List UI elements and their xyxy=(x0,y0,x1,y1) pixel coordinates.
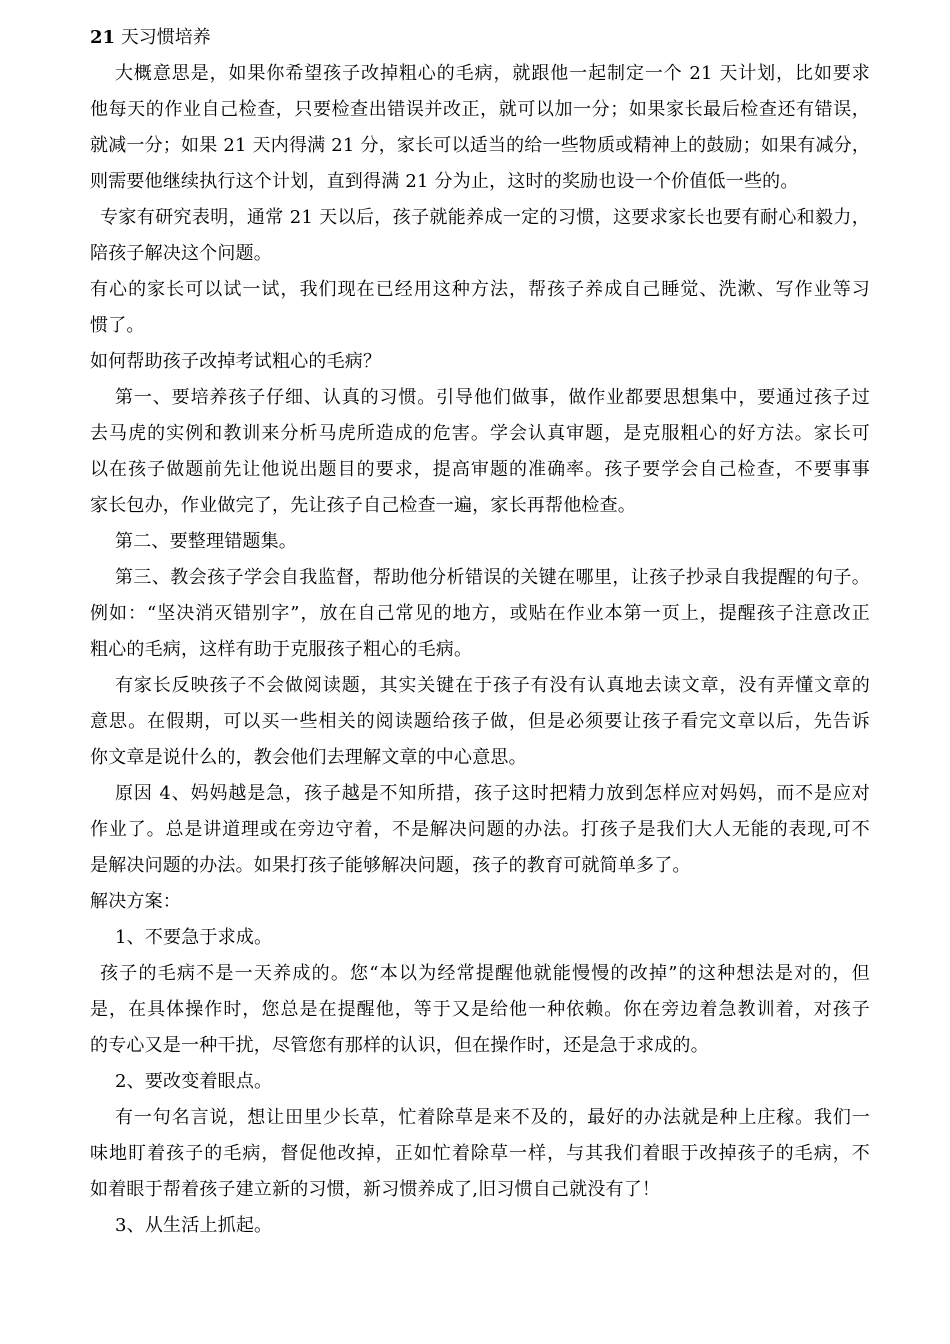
text-line: 有一句名言说，想让田里少长草，忙着除草是来不及的，最好的办法就是种上庄稼。我们一 xyxy=(115,1107,870,1128)
text-line: 1、不要急于求成。 xyxy=(115,927,273,948)
text-line: 孩子的毛病不是一天养成的。您“本以为经常提醒他就能慢慢的改掉”的这种想法是对的，但 xyxy=(100,963,870,984)
text-line: 大概意思是，如果你希望孩子改掉粗心的毛病，就跟他一起制定一个 21 天计划，比如要求 xyxy=(115,63,870,84)
document-title xyxy=(90,20,870,56)
title-text: 天习惯培养 xyxy=(115,27,211,48)
text-line: 3、从生活上抓起。 xyxy=(115,1215,273,1236)
text-line: 如着眼于帮着孩子建立新的习惯，新习惯养成了,旧习惯自己就没有了！ xyxy=(90,1179,661,1200)
document-body xyxy=(90,56,870,1244)
text-line: 家长包办，作业做完了，先让孩子自己检查一遍，家长再帮他检查。 xyxy=(90,495,636,516)
text-line: 惯了。 xyxy=(90,315,145,336)
text-line: 第三、教会孩子学会自我监督，帮助他分析错误的关键在哪里，让孩子抄录自我提醒的句子。 xyxy=(115,567,870,588)
text-line: 则需要他继续执行这个计划，直到得满 21 分为止，这时的奖励也设一个价值低一些的。 xyxy=(90,171,799,192)
text-line: 例如：“坚决消灭错别字”，放在自己常见的地方，或贴在作业本第一页上，提醒孩子注意改正 xyxy=(90,603,870,624)
text-line: 如何帮助孩子改掉考试粗心的毛病？ xyxy=(90,351,382,372)
text-line: 是解决问题的办法。如果打孩子能够解决问题，孩子的教育可就简单多了。 xyxy=(90,855,691,876)
document-page xyxy=(90,20,870,1244)
text-line: 第一、要培养孩子仔细、认真的习惯。引导他们做事，做作业都要思想集中，要通过孩子过 xyxy=(115,387,870,408)
title-number: 21 xyxy=(90,27,116,48)
text-line: 粗心的毛病，这样有助于克服孩子粗心的毛病。 xyxy=(90,639,473,660)
text-line: 专家有研究表明，通常 21 天以后，孩子就能养成一定的习惯，这要求家长也要有耐心和毅力， xyxy=(100,207,870,228)
text-line: 有心的家长可以试一试，我们现在已经用这种方法，帮孩子养成自己睡觉、洗漱、写作业等习 xyxy=(90,279,870,300)
text-line: 第二、要整理错题集。 xyxy=(115,531,297,552)
text-line: 以在孩子做题前先让他说出题目的要求，提高审题的准确率。孩子要学会自己检查，不要事事 xyxy=(90,459,870,480)
text-line: 的专心又是一种干扰，尽管您有那样的认识，但在操作时，还是急于求成的。 xyxy=(90,1035,709,1056)
text-line: 味地盯着孩子的毛病，督促他改掉，正如忙着除草一样，与其我们着眼于改掉孩子的毛病，不 xyxy=(90,1143,870,1164)
text-line: 意思。在假期，可以买一些相关的阅读题给孩子做，但是必须要让孩子看完文章以后，先告诉 xyxy=(90,711,870,732)
text-line: 2、要改变着眼点。 xyxy=(115,1071,273,1092)
text-line: 就减一分；如果 21 天内得满 21 分，家长可以适当的给一些物质或精神上的鼓励；如果有减分， xyxy=(90,135,871,156)
text-line: 作业了。总是讲道理或在旁边守着，不是解决问题的办法。打孩子是我们大人无能的表现,可不 xyxy=(90,819,870,840)
text-line: 是，在具体操作时，您总是在提醒他，等于又是给他一种依赖。你在旁边着急教训着，对孩子 xyxy=(90,999,870,1020)
text-line: 有家长反映孩子不会做阅读题，其实关键在于孩子有没有认真地去读文章，没有弄懂文章的 xyxy=(115,675,870,696)
text-line: 解决方案： xyxy=(90,891,181,912)
text-line: 你文章是说什么的，教会他们去理解文章的中心意思。 xyxy=(90,747,527,768)
text-line: 去马虎的实例和教训来分析马虎所造成的危害。学会认真审题，是克服粗心的好方法。家长可 xyxy=(90,423,870,444)
text-line: 陪孩子解决这个问题。 xyxy=(90,243,272,264)
text-line: 原因 4、妈妈越是急，孩子越是不知所措，孩子这时把精力放到怎样应对妈妈，而不是应对 xyxy=(115,783,870,804)
text-line: 他每天的作业自己检查，只要检查出错误并改正，就可以加一分；如果家长最后检查还有错误， xyxy=(90,99,870,120)
